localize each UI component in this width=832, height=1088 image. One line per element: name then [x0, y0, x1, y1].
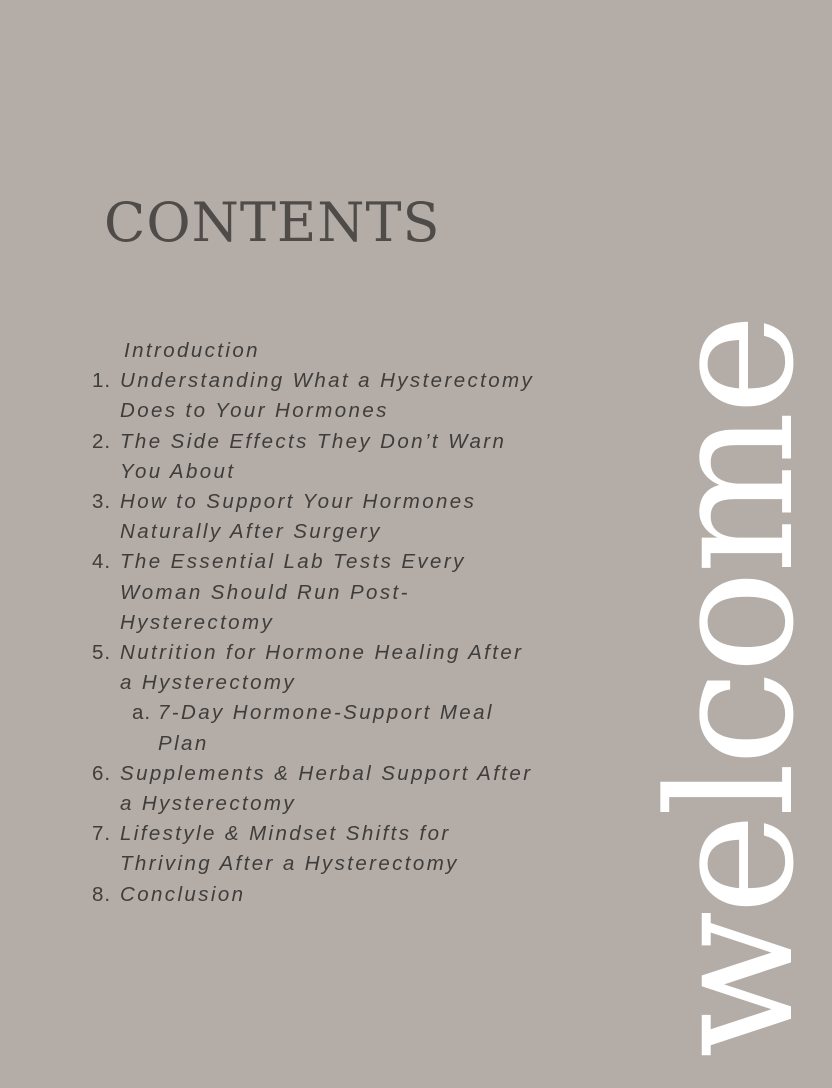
- toc-item-number: 4.: [92, 550, 112, 574]
- toc-item: [92, 487, 542, 547]
- toc-item-text: The Essential Lab Tests Every Woman Should Run Post-Hysterectomy: [120, 550, 466, 634]
- page-title: CONTENTS: [104, 191, 441, 255]
- toc-item-text: Supplements & Herbal Support After a Hysterectomy: [120, 761, 533, 816]
- toc-intro: Introduction: [124, 339, 260, 362]
- toc-item: [92, 366, 542, 426]
- toc-item: [92, 819, 542, 879]
- toc-item-text: Understanding What a Hysterectomy Does to Your Hormones: [120, 369, 535, 423]
- toc-item: [92, 547, 542, 638]
- toc-item: [92, 638, 542, 698]
- toc-subitem: [92, 698, 542, 758]
- toc-item-number: 7.: [92, 822, 112, 846]
- toc-subitem-letter: a.: [132, 701, 152, 725]
- toc-item-text: Lifestyle & Mindset Shifts for Thriving After a Hysterectomy: [120, 822, 459, 876]
- toc-item-number: 5.: [92, 641, 112, 665]
- toc-item-number: 1.: [92, 369, 112, 393]
- toc-item-text: Nutrition for Hormone Healing After a Hysterectomy: [120, 641, 524, 695]
- toc-item-number: 3.: [92, 490, 112, 514]
- toc-item-text: Conclusion: [120, 882, 246, 906]
- toc-item-number: 2.: [92, 429, 112, 453]
- toc-item-text: How to Support Your Hormones Naturally After Surgery: [120, 490, 477, 544]
- toc-item: [92, 427, 542, 487]
- welcome-vertical-word: welcome: [631, 317, 832, 1058]
- toc-item-number: 6.: [92, 761, 112, 785]
- table-of-contents: [92, 336, 542, 910]
- toc-item-text: The Side Effects They Don’t Warn You About: [120, 429, 507, 483]
- toc-item: [92, 759, 542, 819]
- toc-item: [92, 880, 542, 910]
- toc-subitem-text: 7-Day Hormone-Support Meal Plan: [158, 701, 494, 755]
- toc-item-number: 8.: [92, 882, 112, 906]
